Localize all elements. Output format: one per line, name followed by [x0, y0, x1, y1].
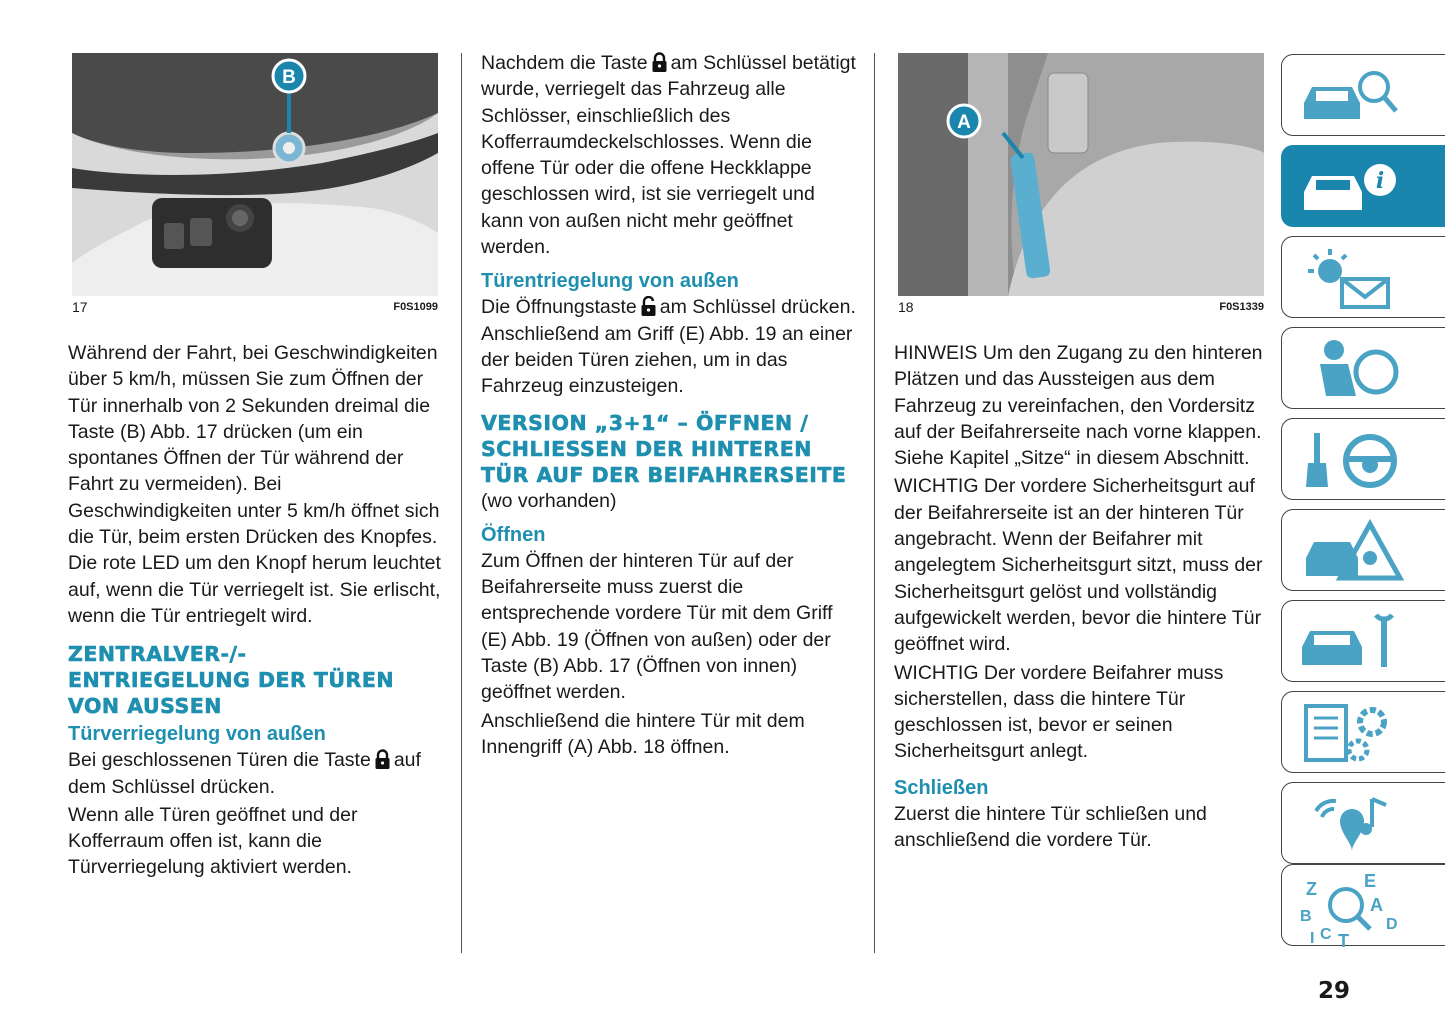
car-info-icon — [1296, 154, 1406, 220]
paragraph: Wenn alle Türen geöffnet und der Kofferraum offen ist, kann die Türverriegelung aktiviert werden. — [68, 803, 358, 879]
column-divider — [461, 53, 462, 953]
figure-code: F0S1339 — [1219, 301, 1264, 313]
figure-17-caption — [72, 299, 438, 319]
paragraph: Zum Öffnen der hinteren Tür auf der Beifahrerseite muss zuerst die entsprechende vordere Tür mit dem Griff (E) Abb. 19 (Öffnen von außen) oder der Taste (B) Abb. 17 (Öffnen von innen) geöffnet werden. — [481, 549, 833, 704]
airbag-seat-icon — [1296, 336, 1406, 402]
lock-closed-icon — [375, 749, 390, 769]
paragraph: Anschließend die hintere Tür mit dem Innengriff (A) Abb. 18 öffnen. — [481, 709, 805, 758]
lock-closed-icon — [652, 52, 667, 72]
figure-number: 18 — [898, 299, 914, 315]
section-heading: VERSION „3+1“ – ÖFFNEN / SCHLIESSEN DER HINTEREN TÜR AUF DER BEIFAHRERSEITE — [481, 410, 847, 487]
text: Die Öffnungstaste — [481, 296, 637, 319]
svg-text:i: i — [1375, 168, 1385, 194]
paragraph — [68, 747, 443, 800]
warning-triangle-icon — [1296, 518, 1406, 584]
light-message-icon — [1296, 245, 1406, 311]
text: Nachdem die Taste — [481, 52, 648, 74]
subheading: Schließen — [894, 776, 989, 799]
subheading: Türentriegelung von außen — [481, 270, 739, 293]
paragraph: Während der Fahrt, bei Geschwindigkeiten über 5 km/h, müssen Sie zum Öffnen der Tür innerhalb von 2 Sekunden dreimal die Taste (B) Abb. 17 drücken (um ein spontanes Öffnen der Tür während der Fahrt zu vermeiden). Bei Geschwindigkeiten unter 5 km/h öffnet sich die Tür, beim ersten Drücken des Knopfes. Die rote LED um den Knopf herum leuchtet auf, wenn die Tür verriegelt ist. Sie erlischt, wenn die Tür entriegelt wird. — [68, 342, 441, 627]
lock-open-icon — [641, 296, 656, 316]
svg-text:B: B — [1300, 908, 1312, 925]
text: am Schlüssel drücken. Anschließend am Griff (E) Abb. 19 an einer der beiden Türen ziehen, um in das Fahrzeug einzusteigen. — [481, 296, 856, 398]
paragraph — [481, 294, 856, 399]
page-number: 29 — [1318, 978, 1351, 1004]
index-search-icon — [1296, 873, 1416, 949]
svg-text:T: T — [1338, 931, 1349, 949]
paragraph — [481, 50, 856, 260]
tab-car-search[interactable] — [1281, 54, 1445, 136]
tab-emergency[interactable] — [1281, 509, 1445, 591]
svg-text:A: A — [1370, 895, 1383, 915]
column-1 — [68, 340, 443, 883]
text: Bei geschlossenen Türen die Taste — [68, 749, 371, 772]
paragraph: Zuerst die hintere Tür schließen und anschließend die vordere Tür. — [894, 802, 1207, 852]
tab-technical-data[interactable] — [1281, 691, 1445, 773]
text: auf dem Schlüssel drücken. — [68, 749, 421, 798]
svg-text:C: C — [1320, 926, 1332, 943]
door-panel-illustration — [72, 53, 438, 296]
car-search-icon — [1296, 63, 1406, 129]
paragraph: WICHTIG Der vordere Beifahrer muss sicherstellen, dass die hintere Tür geschlossen ist, bevor er seinen Sicherheitsgurt anlegt. — [894, 661, 1224, 763]
tab-safety[interactable] — [1281, 327, 1445, 409]
column-2 — [481, 50, 856, 762]
tab-starting-driving[interactable] — [1281, 418, 1445, 500]
subheading: Türverriegelung von außen — [68, 723, 326, 746]
column-divider — [874, 53, 875, 953]
subheading: Öffnen — [481, 523, 546, 546]
tab-car-info[interactable] — [1281, 145, 1445, 227]
tab-index[interactable] — [1281, 864, 1445, 949]
note: (wo vorhanden) — [481, 489, 617, 512]
figure-18-caption — [898, 299, 1264, 319]
figure-18-rear-door — [898, 53, 1264, 296]
tab-maintenance[interactable] — [1281, 600, 1445, 682]
steering-wheel-icon — [1296, 427, 1406, 493]
svg-text:D: D — [1386, 916, 1398, 933]
text: am Schlüssel betätigt wurde, verriegelt das Fahrzeug alle Schlösser, einschließlich des Kofferraumdeckelschlosses. Wenn die offene Tür oder die offene Heckklappe geschlossen wird, ist sie verriegelt und kann von außen nicht mehr geöffnet werden. — [481, 52, 856, 259]
specs-gear-icon — [1296, 700, 1406, 766]
column-3 — [894, 340, 1266, 855]
svg-text:E: E — [1364, 873, 1377, 891]
figure-code: F0S1099 — [393, 301, 438, 313]
svg-text:Z: Z — [1306, 879, 1317, 899]
paragraph: HINWEIS Um den Zugang zu den hinteren Plätzen und das Aussteigen aus dem Fahrzeug zu vereinfachen, den Vordersitz auf der Beifahrerseite nach vorne klappen. Siehe Kapitel „Sitze“ in diesem Abschnitt. — [894, 342, 1263, 470]
multimedia-icon — [1296, 791, 1406, 857]
car-service-icon — [1296, 609, 1406, 675]
svg-text:I: I — [1310, 930, 1315, 947]
rear-door-illustration — [898, 53, 1264, 296]
paragraph: WICHTIG Der vordere Sicherheitsgurt auf der Beifahrerseite ist an der hinteren Tür angebracht. Wenn der Beifahrer mit angelegtem Sicherheitsgurt sitzt, muss der Sicherheitsgurt gelöst und vollständig aufgewickelt werden, bevor die hintere Tür geöffnet wird. — [894, 475, 1263, 656]
figure-17-callout: B — [282, 67, 296, 88]
section-heading: ZENTRALVER-/-ENTRIEGELUNG DER TÜREN VON AUSSEN — [68, 642, 395, 719]
tab-lights-messages[interactable] — [1281, 236, 1445, 318]
figure-17-door-panel — [72, 53, 438, 296]
figure-18-callout: A — [957, 112, 971, 133]
tab-multimedia[interactable] — [1281, 782, 1445, 864]
figure-number: 17 — [72, 299, 88, 315]
